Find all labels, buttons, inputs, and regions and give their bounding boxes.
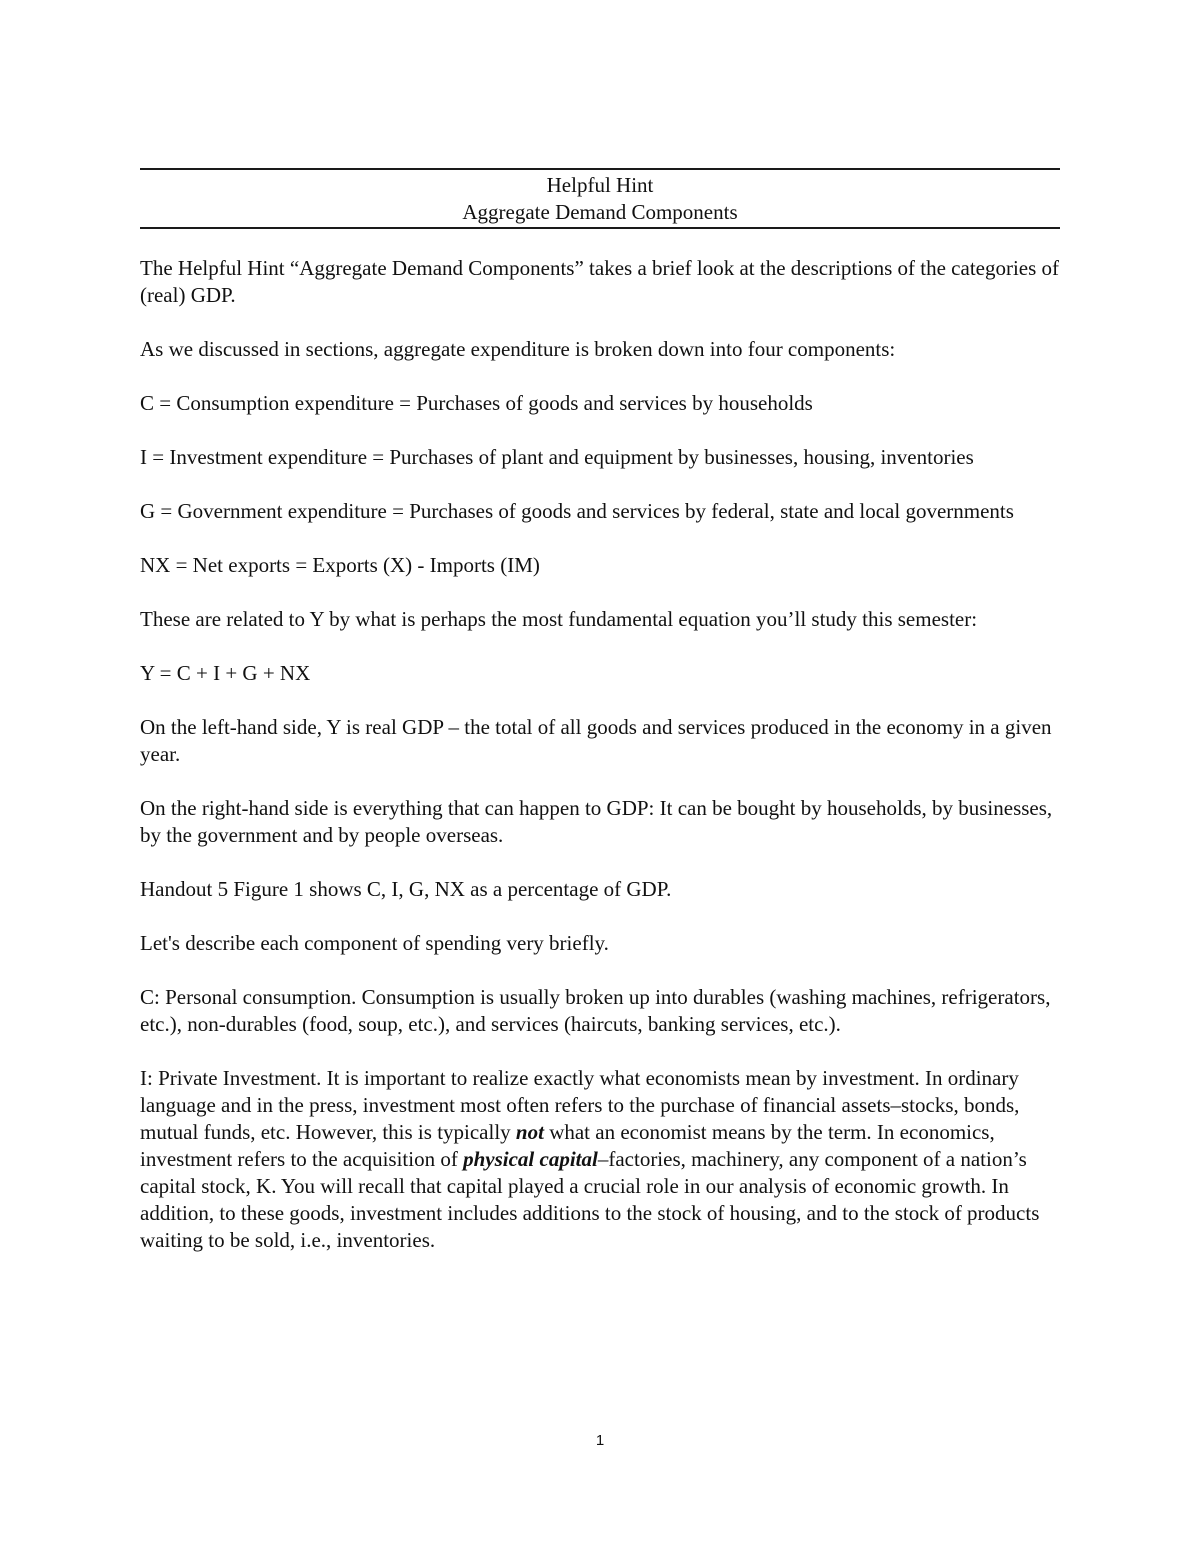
paragraph-equation-intro: These are related to Y by what is perhaps the most fundamental equation you’ll study this semester: — [140, 607, 978, 631]
body-text — [140, 255, 1060, 1281]
paragraph-components-intro: As we discussed in sections, aggregate expenditure is broken down into four components: — [140, 337, 896, 361]
paragraph-figure-reference: Handout 5 Figure 1 shows C, I, G, NX as a percentage of GDP. — [140, 877, 672, 901]
title-line-2: Aggregate Demand Components — [462, 200, 738, 224]
page-number: 1 — [595, 1432, 605, 1449]
emphasis-physical-capital: physical capital — [463, 1147, 598, 1171]
title-block — [140, 172, 1060, 226]
paragraph-intro: The Helpful Hint “Aggregate Demand Components” takes a brief look at the descriptions of the categories of (real) GDP. — [140, 256, 1060, 307]
paragraph-government-def: G = Government expenditure = Purchases of goods and services by federal, state and local governments — [140, 499, 1014, 523]
paragraph-consumption-def: C = Consumption expenditure = Purchases of goods and services by households — [140, 391, 813, 415]
paragraph-net-exports-def: NX = Net exports = Exports (X) - Imports (IM) — [140, 553, 540, 577]
emphasis-not: not — [515, 1120, 544, 1144]
paragraph-consumption: C: Personal consumption. Consumption is usually broken up into durables (washing machines, refrigerators, etc.), non-durables (food, soup, etc.), and services (haircuts, banking services, etc.). — [140, 985, 1051, 1036]
paragraph-left-side: On the left-hand side, Y is real GDP – the total of all goods and services produced in the economy in a given year. — [140, 715, 1052, 766]
paragraph-describe: Let's describe each component of spending very briefly. — [140, 931, 609, 955]
investment-text-1: I: Private Investment. It is important to realize exactly what economists mean by investment. In ordinary language and in the press, investment most often refers to the purchase of financial assets–stocks, bonds, mutual funds, etc. However, this is typically — [140, 1066, 1020, 1144]
paragraph-right-side: On the right-hand side is everything that can happen to GDP: It can be bought by households, by businesses, by the government and by people overseas. — [140, 796, 1053, 847]
paragraph-investment — [140, 1065, 1060, 1254]
title-bottom-rule — [140, 227, 1060, 229]
paragraph-equation: Y = C + I + G + NX — [140, 661, 311, 685]
title-line-1: Helpful Hint — [546, 173, 654, 197]
investment-text-3: –factories, machinery, any component of a nation’s capital stock, K. You will recall that capital played a crucial role in our analysis of economic growth. In addition, to these goods, investment includes additions to the stock of housing, and to the stock of products waiting to be sold, i.e., inventories. — [140, 1147, 1040, 1252]
title-top-rule — [140, 168, 1060, 170]
paragraph-investment-def: I = Investment expenditure = Purchases of plant and equipment by businesses, housing, inventories — [140, 445, 974, 469]
investment-text-2: what an economist means by the term. In economics, investment refers to the acquisition of — [140, 1120, 995, 1171]
